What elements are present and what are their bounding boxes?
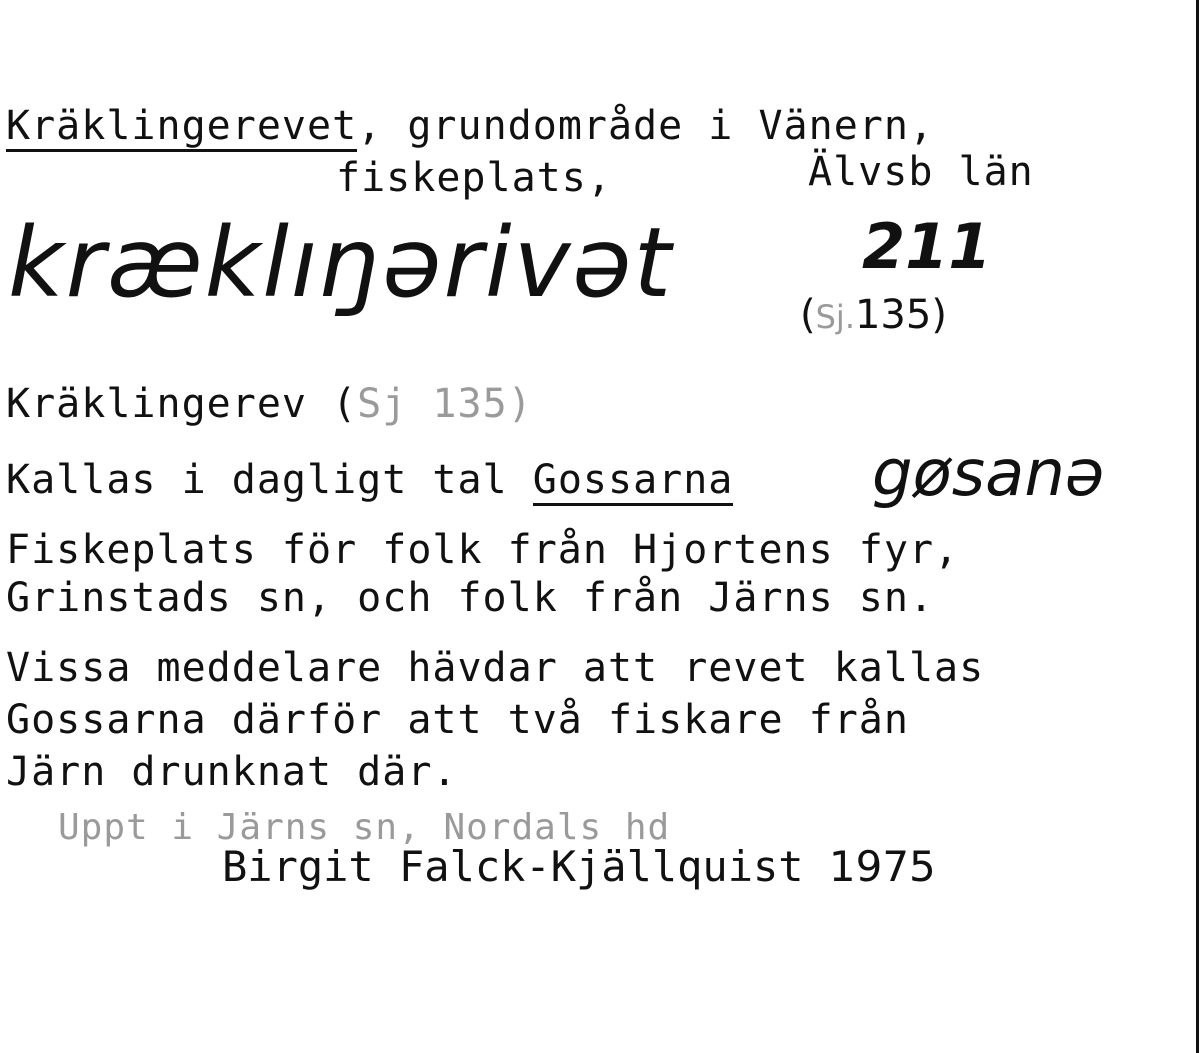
paragraph2-line1: Vissa meddelare hävdar att revet kallas: [6, 645, 985, 691]
header-line-1: [6, 104, 934, 148]
header-fiskeplats: fiskeplats,: [336, 155, 612, 201]
paragraph2-line3: Järn drunknat där.: [6, 749, 458, 795]
paragraph2-line2: Gossarna därför att två fiskare från: [6, 697, 909, 743]
card-right-border: [1196, 0, 1199, 1053]
handwritten-number: 211: [862, 210, 992, 283]
headword: Kräklingerevet: [6, 103, 357, 152]
variant-line: Kräklingerev (Sj 135): [6, 381, 533, 427]
local-name-line: Kallas i dagligt tal Gossarna: [6, 458, 733, 502]
paragraph1-line1: Fiskeplats för folk från Hjortens fyr,: [6, 527, 960, 573]
local-name-phonetic: gøsanə: [872, 437, 1105, 511]
recorded-location: Uppt i Järns sn, Nordals hd: [58, 807, 671, 848]
signature-line: [222, 842, 936, 891]
phonetic-reference: (Sj.135): [800, 292, 947, 338]
year: 1975: [828, 842, 936, 891]
paragraph1-line2: Grinstads sn, och folk från Järns sn.: [6, 575, 935, 621]
variant-ref-number: 135): [432, 381, 533, 427]
recorder-name: Birgit Falck-Kjällquist: [222, 842, 804, 891]
ref-number: 135): [854, 292, 947, 338]
header-county: Älvsb län: [808, 149, 1034, 195]
ref-code: Sj.: [815, 298, 855, 336]
variant-ref-code: Sj: [357, 381, 408, 427]
local-name: Gossarna: [533, 457, 734, 506]
phonetic-transcription: kræklıŋərivət: [8, 207, 674, 319]
header-description: , grundområde i Vänern,: [357, 103, 935, 149]
